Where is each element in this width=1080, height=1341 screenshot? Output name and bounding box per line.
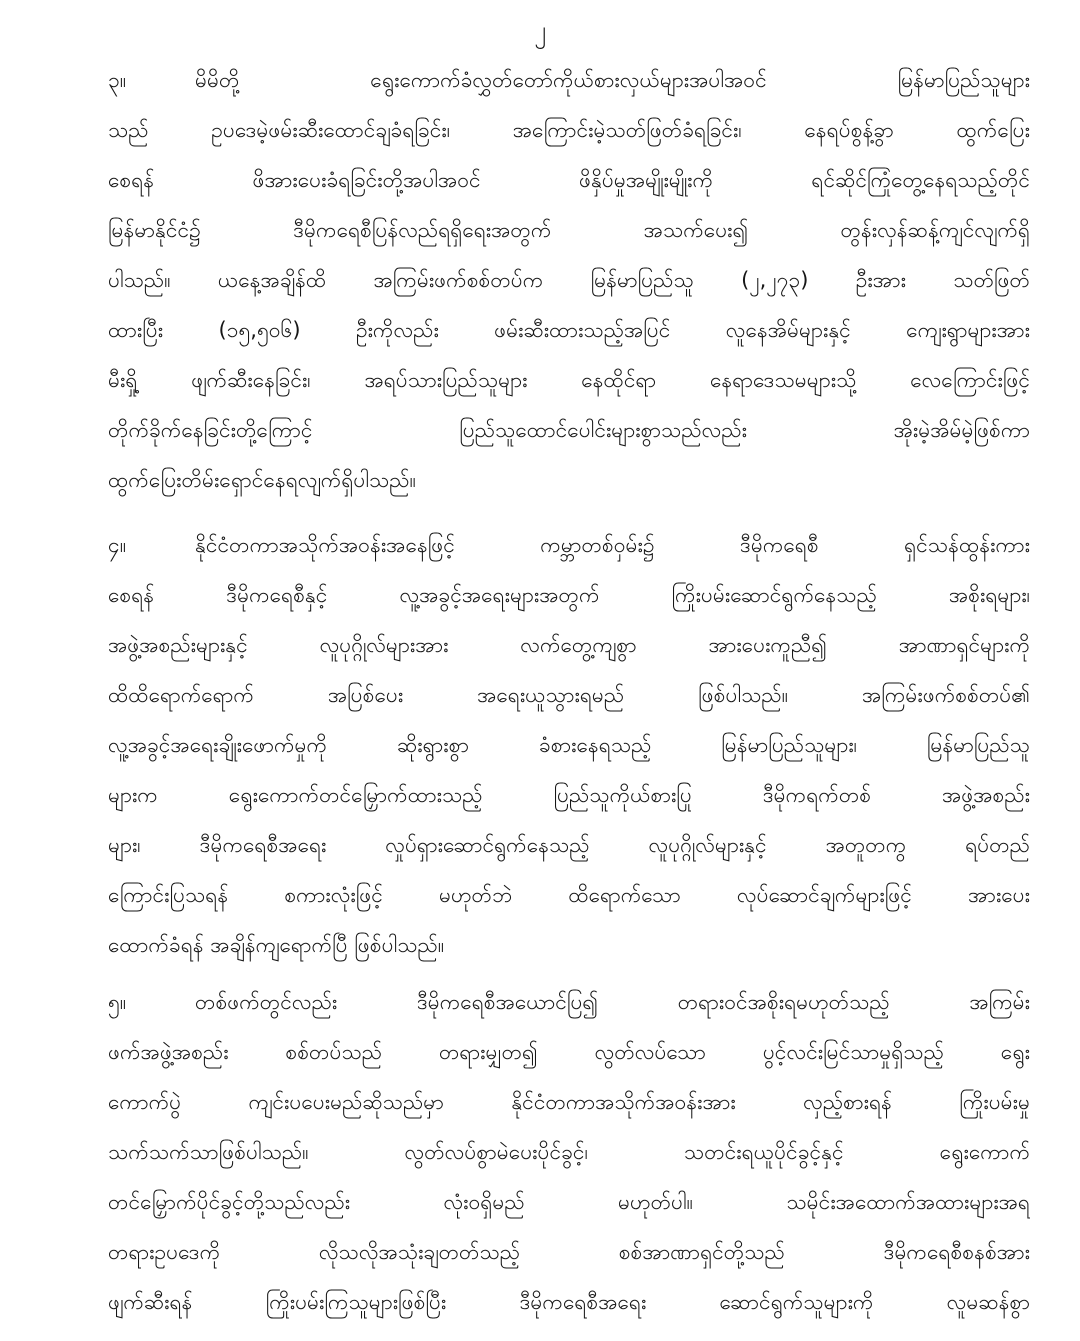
- paragraph-line: ဖက်အဖွဲ့အစည်း စစ်တပ်သည် တရားမျှတ၍ လွတ်လပ်သော ပွင့်လင်းမြင်သာမှုရှိသည့် ရွေး: [108, 1040, 1030, 1064]
- paragraph-5: [108, 977, 1030, 1327]
- paragraph-number: ၄။: [108, 533, 127, 557]
- paragraph-line: များ၊ ဒီမိုကရေစီအရေး လှုပ်ရှားဆောင်ရွက်နေသည့် လူပုဂ္ဂိုလ်များနှင့် အတူတကွ ရပ်တည်: [108, 833, 1030, 857]
- paragraph-number: ၅။: [108, 990, 127, 1014]
- paragraph-line-text: တစ်ဖက်တွင်လည်း ဒီမိုကရေစီအယောင်ပြ၍ တရားဝင်အစိုးရမဟုတ်သည့် အကြမ်း: [195, 990, 1030, 1014]
- paragraph-3: [108, 55, 1030, 505]
- paragraph-line: စေရန် ဖိအားပေးခံရခြင်းတို့အပါအဝင် ဖိနှိပ်မှုအမျိုးမျိုးကို ရင်ဆိုင်ကြုံတွေ့နေရသည့်တိုင်: [108, 168, 1030, 192]
- paragraph-line: စေရန် ဒီမိုကရေစီနှင့် လူ့အခွင့်အရေးများအတွက် ကြိုးပမ်းဆောင်ရွက်နေသည့် အစိုးရများ၊: [108, 583, 1030, 607]
- paragraph-line-text: မိမိတို့ ရွေးကောက်ခံလွှတ်တော်ကိုယ်စားလှယ်များအပါအဝင် မြန်မာပြည်သူများ: [195, 68, 1030, 92]
- paragraph-line: [108, 55, 1030, 105]
- page-number: ၂: [534, 16, 546, 44]
- paragraph-line: [108, 977, 1030, 1027]
- paragraph-line: ကောက်ပွဲ ကျင်းပပေးမည်ဆိုသည်မှာ နိုင်ငံတကာအသိုက်အဝန်းအား လှည့်စားရန် ကြိုးပမ်းမှု: [108, 1090, 1030, 1114]
- paragraph-line: တရားဥပဒေကို လိုသလိုအသုံးချတတ်သည့် စစ်အာဏာရှင်တို့သည် ဒီမိုကရေစီစနစ်အား: [108, 1240, 1030, 1264]
- paragraph-line: လူ့အခွင့်အရေးချိုးဖောက်မှုကို ဆိုးရွားစွာ ခံစားနေရသည့် မြန်မာပြည်သူများ၊ မြန်မာပြည်သူ: [108, 733, 1030, 757]
- paragraph-line: ထားပြီး (၁၅,၅၀၆) ဦးကိုလည်း ဖမ်းဆီးထားသည့်အပြင် လူနေအိမ်များနှင့် ကျေးရွာများအား: [108, 318, 1030, 342]
- paragraph-line: သက်သက်သာဖြစ်ပါသည်။ လွတ်လပ်စွာမဲပေးပိုင်ခွင့်၊ သတင်းရယူပိုင်ခွင့်နှင့် ရွေးကောက်: [108, 1140, 1030, 1164]
- paragraph-line: ပါသည်။ ယနေ့အချိန်ထိ အကြမ်းဖက်စစ်တပ်က မြန်မာပြည်သူ (၂,၂၇၃) ဦးအား သတ်ဖြတ်: [108, 268, 1030, 292]
- paragraph-line: အဖွဲ့အစည်းများနှင့် လူပုဂ္ဂိုလ်များအား လက်တွေ့ကျစွာ အားပေးကူညီ၍ အာဏာရှင်များကို: [108, 633, 1030, 657]
- paragraph-4: [108, 520, 1030, 970]
- paragraph-line: သည် ဥပဒေမဲ့ဖမ်းဆီးထောင်ချခံရခြင်း၊ အကြောင်းမဲ့သတ်ဖြတ်ခံရခြင်း၊ နေရပ်စွန့်ခွာ ထွက်ပြေး: [108, 118, 1030, 142]
- paragraph-line: ကြောင်းပြသရန် စကားလုံးဖြင့် မဟုတ်ဘဲ ထိရောက်သော လုပ်ဆောင်ချက်များဖြင့် အားပေး: [108, 883, 1030, 907]
- paragraph-line: များက ရွေးကောက်တင်မြှောက်ထားသည့် ပြည်သူကိုယ်စားပြု ဒီမိုကရက်တစ် အဖွဲ့အစည်း: [108, 783, 1030, 807]
- paragraph-line: [108, 520, 1030, 570]
- paragraph-line: တင်မြှောက်ပိုင်ခွင့်တို့သည်လည်း လုံးဝရှိမည် မဟုတ်ပါ။ သမိုင်းအထောက်အထားများအရ: [108, 1190, 1030, 1214]
- paragraph-line: ဖျက်ဆီးရန် ကြိုးပမ်းကြသူများဖြစ်ပြီး ဒီမိုကရေစီအရေး ဆောင်ရွက်သူများကို လူမဆန်စွာ: [108, 1290, 1030, 1314]
- paragraph-line: ထောက်ခံရန် အချိန်ကျရောက်ပြီ ဖြစ်ပါသည်။: [108, 933, 445, 957]
- paragraph-line: ထိထိရောက်ရောက် အပြစ်ပေး အရေးယူသွားရမည် ဖြစ်ပါသည်။ အကြမ်းဖက်စစ်တပ်၏: [108, 683, 1030, 707]
- paragraph-line: မီးရှို့ ဖျက်ဆီးနေခြင်း၊ အရပ်သားပြည်သူများ နေထိုင်ရာ နေရာဒေသမများသို့ လေကြောင်းဖြင့်: [108, 368, 1030, 392]
- paragraph-line-text: နိုင်ငံတကာအသိုက်အဝန်းအနေဖြင့် ကမ္ဘာတစ်ဝှမ်း၌ ဒီမိုကရေစီ ရှင်သန်ထွန်းကား: [195, 533, 1030, 557]
- paragraph-line: တိုက်ခိုက်နေခြင်းတို့ကြောင့် ပြည်သူထောင်ပေါင်းများစွာသည်လည်း အိုးမဲ့အိမ်မဲ့ဖြစ်ကာ: [108, 418, 1030, 442]
- paragraph-number: ၃။: [108, 68, 127, 92]
- paragraph-line: ထွက်ပြေးတိမ်းရှောင်နေရလျက်ရှိပါသည်။: [108, 468, 416, 492]
- paragraph-line: မြန်မာနိုင်ငံ၌ ဒီမိုကရေစီပြန်လည်ရရှိရေးအတွက် အသက်ပေး၍ တွန်းလှန်ဆန့်ကျင်လျက်ရှိ: [108, 218, 1030, 242]
